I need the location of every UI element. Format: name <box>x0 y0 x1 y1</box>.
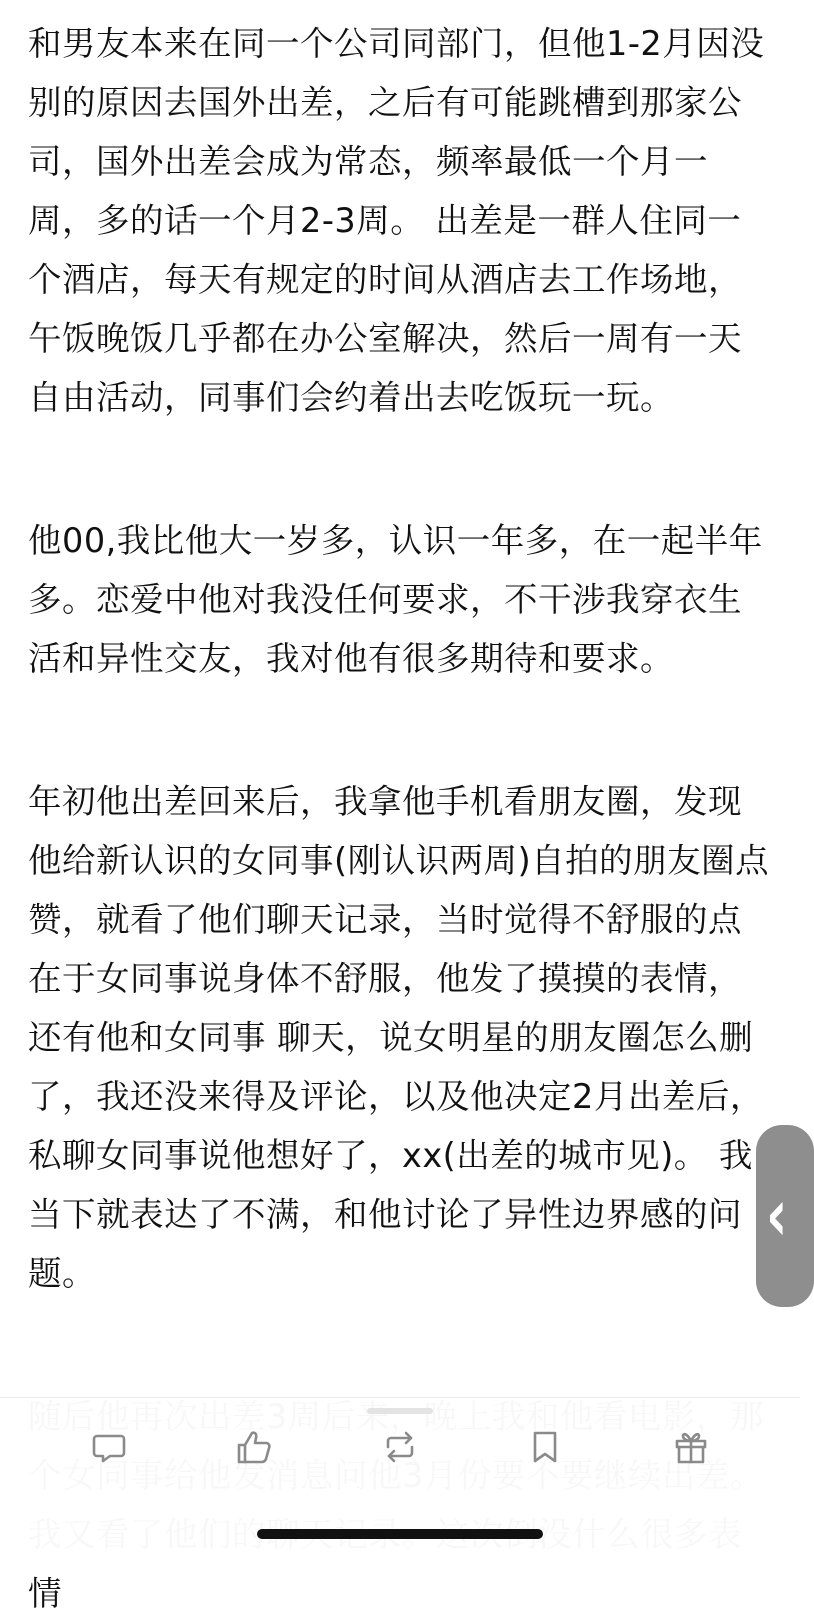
paragraph: 和男友本来在同一个公司同部门，但他1-2月因没别的原因去国外出差，之后有可能跳槽到那家公司，国外出差会成为常态，频率最低一个月一周，多的话一个月2-3周。 出差是一群人住同一个酒店，每天有规定的时间从酒店去工作场地，午饭晚饭几乎都在办公室解决，然后一周有一天自由活动，同事们会约着出去吃饭玩一玩。 <box>28 24 765 417</box>
paragraph: 他00,我比他大一岁多，认识一年多，在一起半年多。恋爱中他对我没任何要求，不干涉我穿衣生活和异性交友，我对他有很多期待和要求。 <box>28 521 763 678</box>
action-row <box>0 1424 800 1470</box>
comment-icon <box>89 1427 129 1467</box>
like-button[interactable] <box>231 1424 277 1470</box>
repost-button[interactable] <box>377 1424 423 1470</box>
gift-button[interactable] <box>668 1424 714 1470</box>
bookmark-icon <box>525 1427 565 1467</box>
bookmark-button[interactable] <box>522 1424 568 1470</box>
paragraph: 情 <box>28 1574 62 1613</box>
bottom-action-bar <box>0 1397 800 1558</box>
home-indicator <box>257 1529 543 1539</box>
gift-icon <box>671 1427 711 1467</box>
sheet-grabber[interactable] <box>367 1408 433 1414</box>
paragraph: 年初他出差回来后，我拿他手机看朋友圈，发现他给新认识的女同事(刚认识两周)自拍的朋友圈点赞，就看了他们聊天记录，当时觉得不舒服的点在于女同事说身体不舒服，他发了摸摸的表情， 还有他和女同事 聊天，说女明星的朋友圈怎么删了，我还没来得及评论，以及他决定2月出差后，私聊女同事说他想好了，xx(出差的城市见)。 我当下就表达了不满，和他讨论了异性边界感的问题。 <box>28 782 770 1293</box>
comment-button[interactable] <box>86 1424 132 1470</box>
like-icon <box>234 1427 274 1467</box>
repost-icon <box>380 1427 420 1467</box>
side-panel-handle[interactable] <box>756 1125 814 1307</box>
chevron-left-icon: ‹ <box>766 1174 788 1258</box>
article-body <box>28 14 773 1613</box>
